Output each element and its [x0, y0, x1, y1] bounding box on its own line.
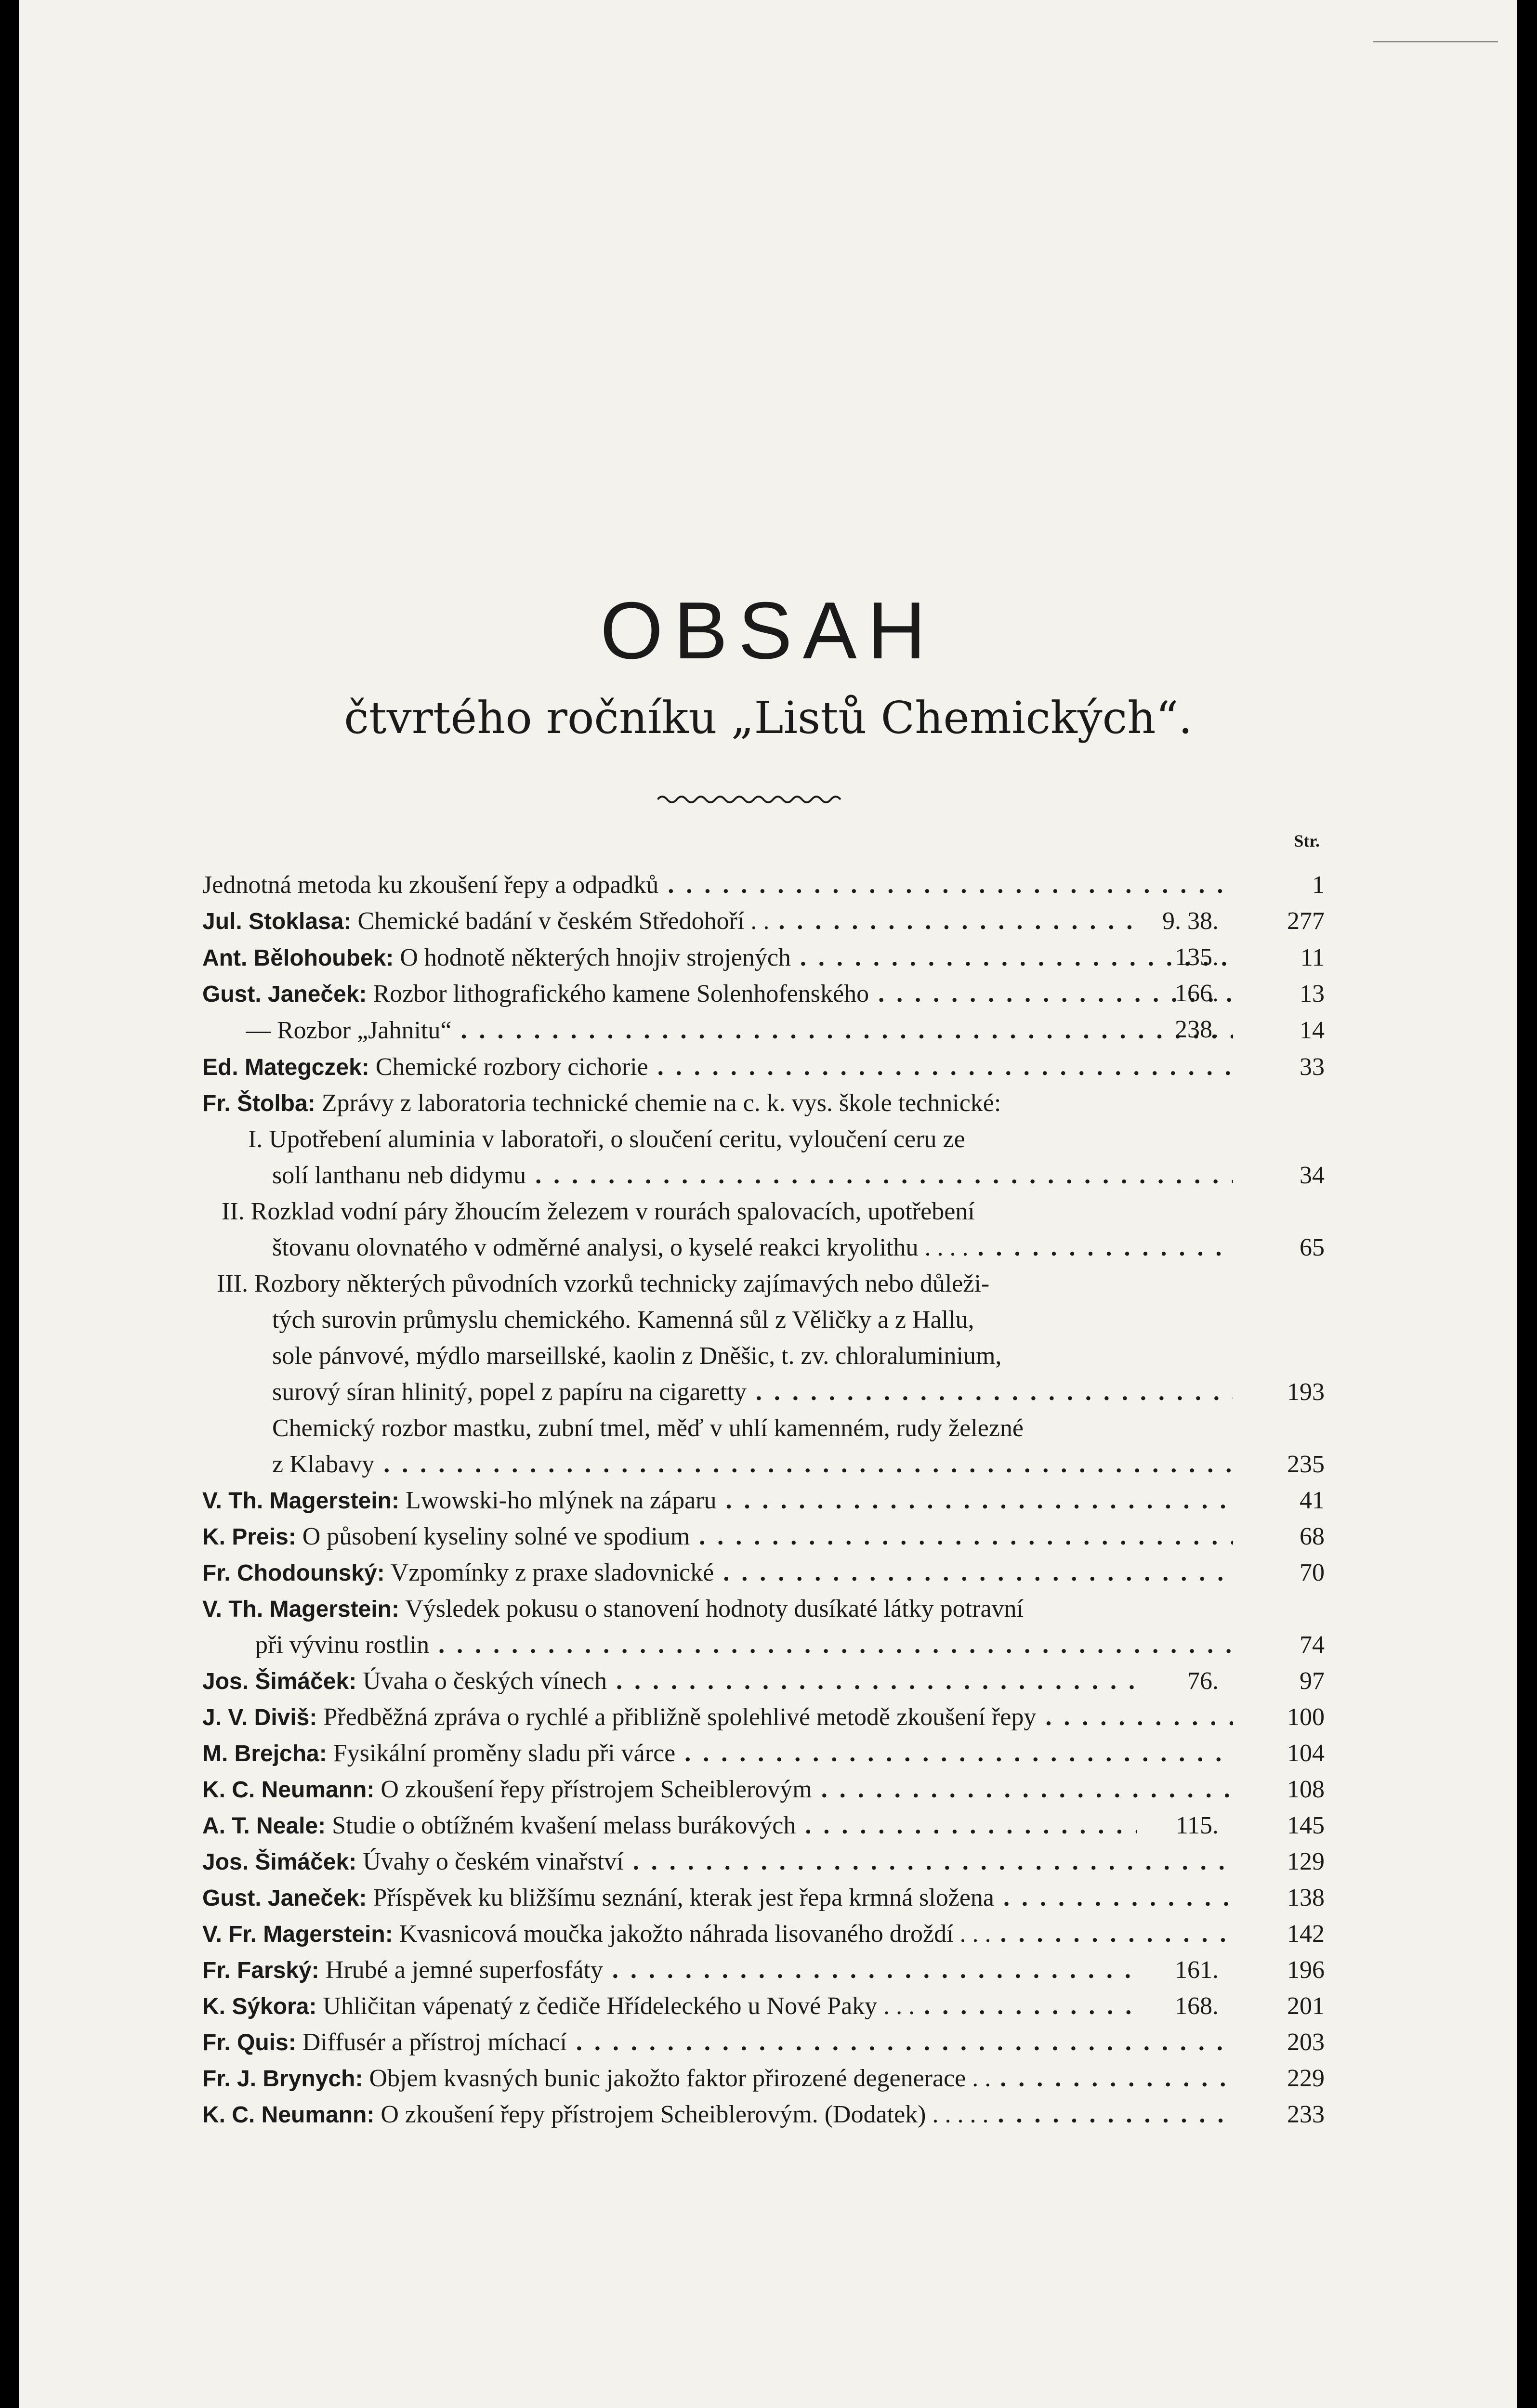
- toc-author: M. Brejcha:: [202, 1741, 327, 1767]
- toc-page-number: 129: [1233, 1844, 1325, 1880]
- toc-entry: [19, 976, 1325, 1012]
- toc-entry: [19, 2096, 1325, 2133]
- toc-page-number: 97: [1233, 1663, 1325, 1699]
- toc-title: Rozbor lithografického kamene Solenhofenského: [373, 980, 869, 1008]
- toc-author: Jos. Šimáček:: [202, 1849, 357, 1875]
- toc-page-number: 70: [1233, 1555, 1325, 1591]
- toc-entry: [19, 867, 1325, 903]
- toc-entry: [19, 2024, 1325, 2060]
- toc-page-number: 14: [1233, 1012, 1325, 1048]
- toc-entry-line: [202, 1555, 1233, 1591]
- toc-entry-line: [202, 903, 1137, 939]
- toc-extra-pages: 9. 38. 135. 166. 238.: [1137, 903, 1219, 939]
- toc-entry: [19, 1735, 1325, 1771]
- toc-entry: [19, 1302, 1320, 1338]
- toc-title: Kvasnicová moučka jakožto náhrada lisovaného droždí . . .: [399, 1920, 991, 1948]
- toc-author: A. T. Neale:: [202, 1813, 326, 1839]
- toc-entry-line: [272, 1230, 1233, 1266]
- page-column-label: Str.: [1294, 831, 1320, 851]
- toc-title: Příspěvek ku bližšímu seznání, kterak jest řepa krmná složena: [373, 1884, 994, 1911]
- toc-entry: [19, 1555, 1325, 1591]
- toc-author: K. Sýkora:: [202, 1994, 317, 2019]
- toc-entry-line: [272, 1410, 1233, 1446]
- toc-page-number: 142: [1233, 1916, 1325, 1952]
- toc-title: Výsledek pokusu o stanovení hodnoty dusíkaté látky potravní: [405, 1595, 1024, 1623]
- toc-title: Vzpomínky z praxe sladovnické: [390, 1559, 714, 1586]
- toc-title: z Klabavy: [272, 1451, 375, 1478]
- toc-title: O působení kyseliny solné ve spodium: [302, 1523, 690, 1550]
- toc-author: Ant. Bělohoubek:: [202, 945, 394, 971]
- toc-entry-line: [202, 940, 1233, 976]
- toc-entry: [19, 1049, 1325, 1085]
- toc-page-number: 108: [1233, 1771, 1325, 1807]
- toc-entry: [19, 1157, 1325, 1193]
- toc-title: O zkoušení řepy přístrojem Scheiblerovým. (Dodatek) . . . . .: [381, 2101, 989, 2128]
- toc-title: Hrubé a jemné superfosfáty: [325, 1956, 603, 1984]
- toc-title: Lwowski-ho mlýnek na záparu: [405, 1487, 717, 1514]
- toc-page-number: 11: [1233, 940, 1325, 976]
- toc-author: K. C. Neumann:: [202, 2102, 375, 2128]
- table-of-contents: [19, 0, 1517, 2408]
- toc-entry-line: [246, 1012, 1233, 1048]
- toc-entry: [19, 1844, 1325, 1880]
- toc-entry: [19, 1193, 1320, 1230]
- toc-page-number: 235: [1233, 1446, 1325, 1482]
- toc-title: O zkoušení řepy přístrojem Scheiblerovým: [381, 1776, 812, 1803]
- toc-entry: [19, 1771, 1325, 1807]
- toc-entry: [19, 1916, 1325, 1952]
- toc-entry: [19, 1446, 1325, 1482]
- toc-title: při vývinu rostlin: [255, 1631, 430, 1659]
- toc-title: Objem kvasných bunic jakožto faktor přirozené degenerace . .: [369, 2065, 991, 2092]
- toc-entry-line: [202, 2024, 1233, 2060]
- toc-extra-pages: 76.: [1137, 1663, 1219, 1699]
- toc-entry-line: [202, 1807, 1137, 1844]
- toc-entry-line: [202, 1880, 1233, 1916]
- page-subtitle: čtvrtého ročníku „Listů Chemických“.: [344, 692, 1193, 744]
- toc-entry-line: [272, 1338, 1233, 1374]
- toc-entry-line: [217, 1266, 1233, 1302]
- toc-title: Studie o obtížném kvašení melass burákových: [332, 1812, 796, 1839]
- document-page: [19, 0, 1517, 2408]
- toc-author: Fr. Štolba:: [202, 1091, 315, 1116]
- toc-title: surový síran hlinitý, popel z papíru na cigaretty: [272, 1378, 747, 1406]
- toc-page-number: 68: [1233, 1518, 1325, 1555]
- toc-entry-line: [248, 1121, 1233, 1157]
- toc-page-number: 145: [1233, 1807, 1325, 1844]
- toc-entry: [19, 1807, 1325, 1844]
- toc-page-number: 277: [1233, 903, 1325, 939]
- toc-page-number: 1: [1233, 867, 1325, 903]
- toc-entry: [19, 940, 1325, 976]
- toc-author: Gust. Janeček:: [202, 1885, 367, 1911]
- toc-entry: [19, 1880, 1325, 1916]
- toc-page-number: 13: [1233, 976, 1325, 1012]
- toc-author: Jos. Šimáček:: [202, 1669, 357, 1694]
- toc-entry: [19, 1699, 1325, 1735]
- toc-author: K. Preis:: [202, 1524, 296, 1550]
- toc-author: Fr. Farský:: [202, 1958, 319, 1983]
- toc-entry: [19, 1085, 1320, 1121]
- toc-author: J. V. Diviš:: [202, 1705, 317, 1730]
- toc-page-number: 65: [1233, 1230, 1325, 1266]
- toc-author: K. C. Neumann:: [202, 1777, 375, 1803]
- toc-entry: [19, 1482, 1325, 1518]
- toc-title: Předběžná zpráva o rychlé a přibližně spolehlivé metodě zkoušení řepy: [323, 1703, 1037, 1731]
- toc-entry: [19, 1518, 1325, 1555]
- toc-entry: [19, 1663, 1325, 1699]
- toc-title: I. Upotřebení aluminia v laboratoři, o sloučení ceritu, vyloučení ceru ze: [248, 1125, 965, 1153]
- toc-entry-line: [202, 1916, 1233, 1952]
- toc-entry: [19, 1952, 1325, 1988]
- toc-entry-line: [272, 1374, 1233, 1410]
- toc-entry-line: [202, 1735, 1233, 1771]
- toc-title: II. Rozklad vodní páry žhoucím železem v rourách spalovacích, upotřebení: [222, 1198, 975, 1225]
- toc-entry-line: [202, 1771, 1233, 1807]
- toc-author: Fr. Chodounský:: [202, 1560, 385, 1586]
- toc-extra-pages: 115.: [1137, 1807, 1219, 1844]
- toc-page-number: 41: [1233, 1482, 1325, 1518]
- toc-page-number: 193: [1233, 1374, 1325, 1410]
- toc-entry-line: [222, 1193, 1233, 1230]
- toc-entry: [19, 1591, 1320, 1627]
- toc-entry-line: [202, 2096, 1233, 2133]
- toc-title: Úvaha o českých vínech: [363, 1667, 607, 1695]
- toc-title: Chemické badání v českém Středohoří . .: [357, 907, 770, 935]
- toc-entry: [19, 1121, 1320, 1157]
- toc-title: — Rozbor „Jahnitu“: [246, 1017, 452, 1044]
- toc-title: Úvahy o českém vinařství: [363, 1848, 624, 1875]
- toc-title: Chemické rozbory cichorie: [375, 1053, 648, 1081]
- toc-title: Jednotná metoda ku zkoušení řepy a odpadků: [202, 871, 659, 899]
- toc-title: sole pánvové, mýdlo marseillské, kaolin z Dněšic, t. zv. chloraluminium,: [272, 1342, 1002, 1370]
- toc-title: O hodnotě některých hnojiv strojených: [400, 944, 791, 971]
- toc-entry-line: [202, 1482, 1233, 1518]
- toc-entry-line: [202, 2060, 1233, 2096]
- toc-title: Zprávy z laboratoria technické chemie na c. k. vys. škole technické:: [321, 1089, 1001, 1117]
- toc-title: tých surovin průmyslu chemického. Kamenná sůl z Věličky a z Hallu,: [272, 1306, 974, 1334]
- toc-entry-line: [202, 1663, 1137, 1699]
- toc-entry: [19, 1410, 1320, 1446]
- toc-author: V. Th. Magerstein:: [202, 1597, 399, 1622]
- toc-entry: [19, 1012, 1325, 1048]
- toc-entry: [19, 1374, 1325, 1410]
- toc-entry: [19, 1230, 1325, 1266]
- toc-entry: [19, 2060, 1325, 2096]
- toc-author: Fr. J. Brynych:: [202, 2066, 363, 2092]
- toc-entry: [19, 1988, 1325, 2024]
- toc-page-number: 233: [1233, 2096, 1325, 2133]
- toc-entry-line: [202, 1518, 1233, 1555]
- toc-title: solí lanthanu neb didymu: [272, 1162, 526, 1189]
- toc-page-number: 138: [1233, 1880, 1325, 1916]
- toc-entry-line: [202, 1844, 1233, 1880]
- toc-page-number: 196: [1233, 1952, 1325, 1988]
- toc-entry-line: [202, 1085, 1233, 1121]
- toc-entry-line: [272, 1446, 1233, 1482]
- toc-entry-line: [255, 1627, 1233, 1663]
- toc-title: Uhličitan vápenatý z čediče Hřídeleckého u Nové Paky . . .: [323, 1992, 915, 2020]
- toc-author: Ed. Mategczek:: [202, 1055, 369, 1080]
- toc-entry-line: [272, 1157, 1233, 1193]
- toc-page-number: 104: [1233, 1735, 1325, 1771]
- page-title: OBSAH: [600, 585, 937, 676]
- toc-author: V. Fr. Magerstein:: [202, 1922, 393, 1947]
- toc-entry-line: [202, 1049, 1233, 1085]
- toc-author: Jul. Stoklasa:: [202, 909, 352, 934]
- toc-entry: [19, 1266, 1320, 1302]
- toc-extra-pages: 161.: [1137, 1952, 1219, 1988]
- toc-page-number: 203: [1233, 2024, 1325, 2060]
- toc-entry-line: [202, 1952, 1137, 1988]
- toc-entry-line: [202, 1591, 1233, 1627]
- toc-entry-line: [202, 867, 1233, 903]
- toc-page-number: 34: [1233, 1157, 1325, 1193]
- toc-author: Gust. Janeček:: [202, 982, 367, 1007]
- toc-page-number: 33: [1233, 1049, 1325, 1085]
- toc-entry-line: [202, 1699, 1233, 1735]
- toc-entry-line: [272, 1302, 1233, 1338]
- toc-entry: [19, 1338, 1320, 1374]
- toc-page-number: 100: [1233, 1699, 1325, 1735]
- toc-title: štovanu olovnatého v odměrné analysi, o kyselé reakci kryolithu . . . .: [272, 1234, 969, 1261]
- toc-page-number: 201: [1233, 1988, 1325, 2024]
- toc-extra-pages: 168.: [1137, 1988, 1219, 2024]
- toc-title: Diffusér a přístroj míchací: [302, 2028, 567, 2056]
- toc-title: III. Rozbory některých původních vzorků technicky zajímavých nebo důleži-: [217, 1270, 990, 1297]
- toc-entry: [19, 1627, 1325, 1663]
- toc-author: V. Th. Magerstein:: [202, 1488, 399, 1514]
- toc-author: Fr. Quis:: [202, 2030, 296, 2055]
- toc-entry-line: [202, 976, 1233, 1012]
- toc-title: Chemický rozbor mastku, zubní tmel, měď v uhlí kamenném, rudy železné: [272, 1414, 1024, 1442]
- toc-title: Fysikální proměny sladu při várce: [333, 1740, 676, 1767]
- toc-page-number: 74: [1233, 1627, 1325, 1663]
- toc-page-number: 229: [1233, 2060, 1325, 2096]
- toc-entry-line: [202, 1988, 1137, 2024]
